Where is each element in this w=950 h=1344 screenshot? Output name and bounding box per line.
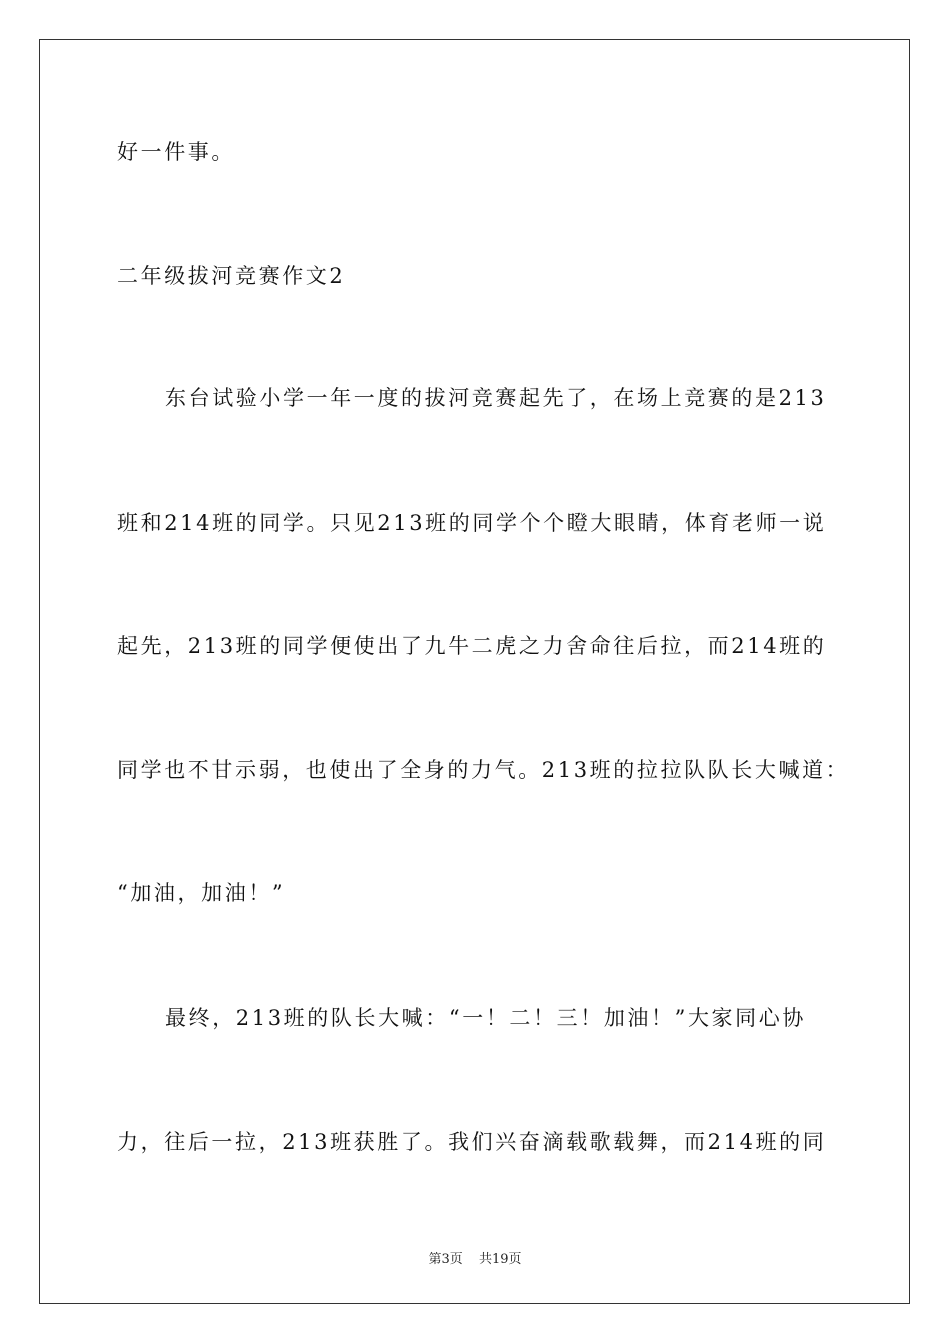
text-line-9: 力，往后一拉，213班获胜了。我们兴奋滴载歌载舞，而214班的同 [117,1130,827,1154]
page-number: 第3页 [428,1252,463,1267]
text-line-1: 好一件事。 [117,140,235,164]
text-line-5: 起先，213班的同学便使出了九牛二虎之力舍命往后拉，而214班的 [117,634,827,658]
text-line-7: “加油，加油！” [117,881,286,905]
page-border [39,39,910,1304]
text-line-6: 同学也不甘示弱，也使出了全身的力气。213班的拉拉队队长大喊道： [117,758,850,782]
text-line-8: 最终，213班的队长大喊：“一！二！三！加油！”大家同心协 [165,1006,806,1030]
page-total: 共19页 [478,1252,522,1267]
section-heading: 二年级拔河竞赛作文2 [117,264,346,288]
text-line-4: 班和214班的同学。只见213班的同学个个瞪大眼睛，体育老师一说 [117,511,827,535]
text-line-3: 东台试验小学一年一度的拔河竞赛起先了，在场上竞赛的是213 [165,386,827,410]
page-footer [0,1248,950,1267]
